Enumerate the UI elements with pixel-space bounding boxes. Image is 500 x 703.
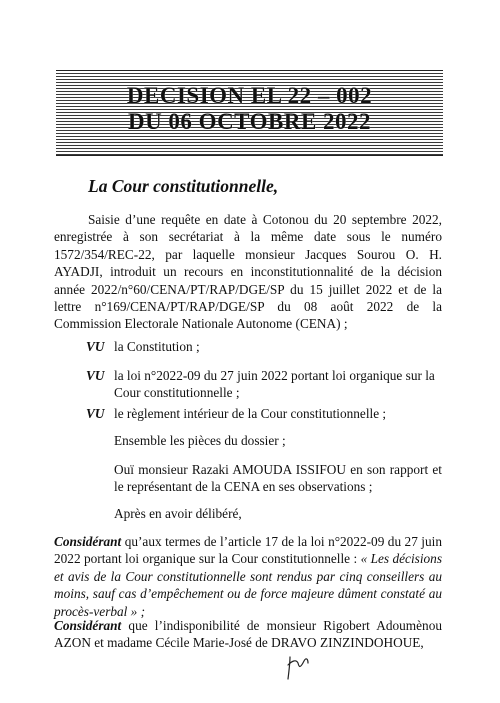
ensemble-line: Ensemble les pièces du dossier ; [114,433,286,448]
considerant-paragraph-1 [54,533,442,620]
vu-text: la Constitution ; [114,339,200,354]
oui-paragraph: Ouï monsieur Razaki AMOUDA ISSIFOU en son rapport et le représentant de la CENA en ses observations ; [114,462,442,495]
vu-text: la loi n°2022-09 du 27 juin 2022 portant loi organique sur la Cour constitutionnelle ; [114,368,435,401]
considerant-paragraph-2 [54,617,442,652]
court-heading: La Cour constitutionnelle, [88,176,279,196]
considerant-text: qu’aux termes de l’article 17 de la loi n°2022-09 du 27 juin 2022 portant loi organique sur la Cour constitutionnelle : [54,534,442,567]
considerant-label: Considérant [54,618,122,633]
vu-marker: VU [86,339,105,354]
considerant-text: que l’indisponibilité de monsieur Rigobert Adoumènou AZON et madame Cécile Marie-José de DRAVO ZINZINDOHOUE, [54,618,442,651]
apres-line: Après en avoir délibéré, [114,506,242,521]
intro-paragraph: Saisie d’une requête en date à Cotonou du 20 septembre 2022, enregistrée à son secrétariat à la même date sous le numéro 1572/354/REC-22, par laquelle monsieur Jacques Sourou O. H. AYADJI, introduit un recours en inconstitutionnalité de la décision année 2022/n°60/CENA/PT/RAP/DGE/SP du 15 juillet 2022 et de la lettre n°169/CENA/PT/RAP/DGE/SP du 08 août 2022 de la Commission Electorale Nationale Autonome (CENA) ; [54,212,442,332]
vu-marker: VU [86,368,105,383]
decision-title-line1: DECISION EL 22 – 002 [126,83,373,108]
vu-text: le règlement intérieur de la Cour constitutionnelle ; [114,406,387,421]
quoted-article: « Les décisions et avis de la Cour constitutionnelle sont rendus par cinq conseillers au moins, sauf cas d’empêchement ou de force majeure dûment constaté au procès-verbal » ; [54,551,442,619]
considerant-label: Considérant [54,534,122,549]
handwritten-initials [284,651,312,681]
decision-title-line2: DU 06 OCTOBRE 2022 [127,109,372,134]
vu-marker: VU [86,406,105,421]
